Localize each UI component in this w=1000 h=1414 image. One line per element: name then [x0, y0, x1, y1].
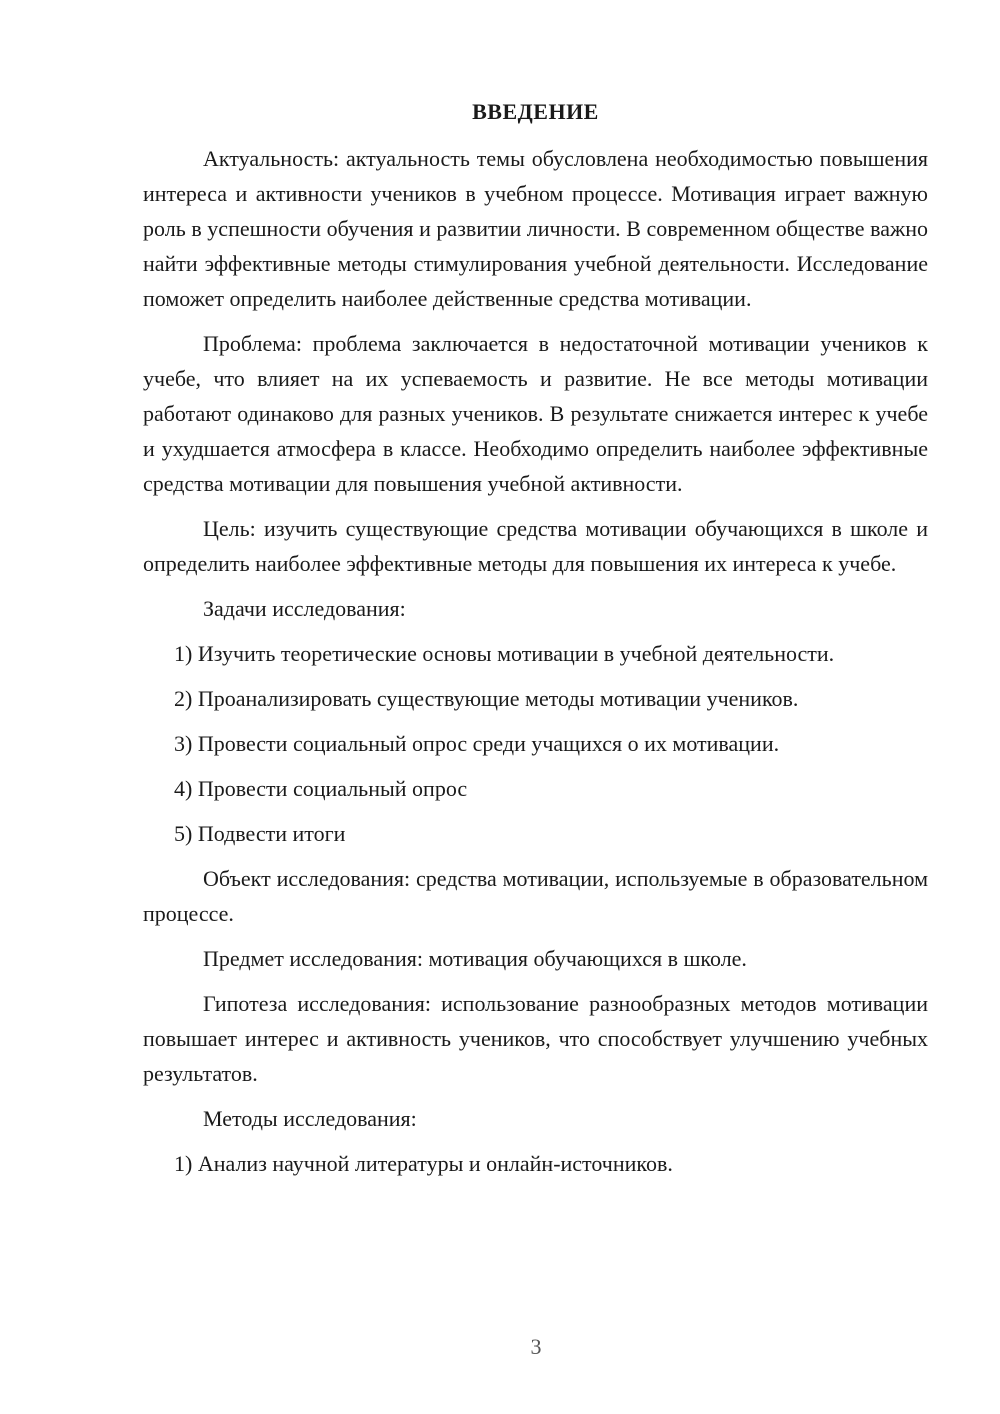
tasks-heading: Задачи исследования: — [203, 596, 406, 621]
relevance-paragraph: Актуальность: актуальность темы обусловлена необходимостью повышения интереса и активности учеников в учебном процессе. Мотивация играет важную роль в успешности обучения и развитии личности. В современном обществе важно найти эффективные методы стимулирования учебной деятельности. Исследование поможет определить наиболее действенные средства мотивации. — [143, 146, 928, 311]
page-title: ВВЕДЕНИЕ — [472, 99, 599, 124]
methods-list — [143, 1146, 928, 1181]
page-number: 3 — [530, 1334, 542, 1359]
document-page — [143, 94, 928, 1191]
tasks-list — [143, 636, 928, 851]
list-item: 3) Провести социальный опрос среди учащихся о их мотивации. — [174, 731, 780, 756]
list-item: 4) Провести социальный опрос — [174, 776, 468, 801]
subject-paragraph: Предмет исследования: мотивация обучающихся в школе. — [203, 946, 747, 971]
list-item: 5) Подвести итоги — [174, 821, 346, 846]
hypothesis-paragraph: Гипотеза исследования: использование разнообразных методов мотивации повышает интерес и активность учеников, что способствует улучшению учебных результатов. — [143, 991, 928, 1086]
list-item: 2) Проанализировать существующие методы мотивации учеников. — [174, 686, 799, 711]
object-paragraph: Объект исследования: средства мотивации, используемые в образовательном процессе. — [143, 866, 928, 926]
goal-paragraph: Цель: изучить существующие средства мотивации обучающихся в школе и определить наиболее эффективные методы для повышения их интереса к учебе. — [143, 516, 928, 576]
problem-paragraph: Проблема: проблема заключается в недостаточной мотивации учеников к учебе, что влияет на их успеваемость и развитие. Не все методы мотивации работают одинаково для разных учеников. В результате снижается интерес к учебе и ухудшается атмосфера в классе. Необходимо определить наиболее эффективные средства мотивации для повышения учебной активности. — [143, 331, 928, 496]
list-item: 1) Изучить теоретические основы мотивации в учебной деятельности. — [174, 641, 835, 666]
list-item: 1) Анализ научной литературы и онлайн-источников. — [174, 1151, 673, 1176]
methods-heading: Методы исследования: — [203, 1106, 417, 1131]
